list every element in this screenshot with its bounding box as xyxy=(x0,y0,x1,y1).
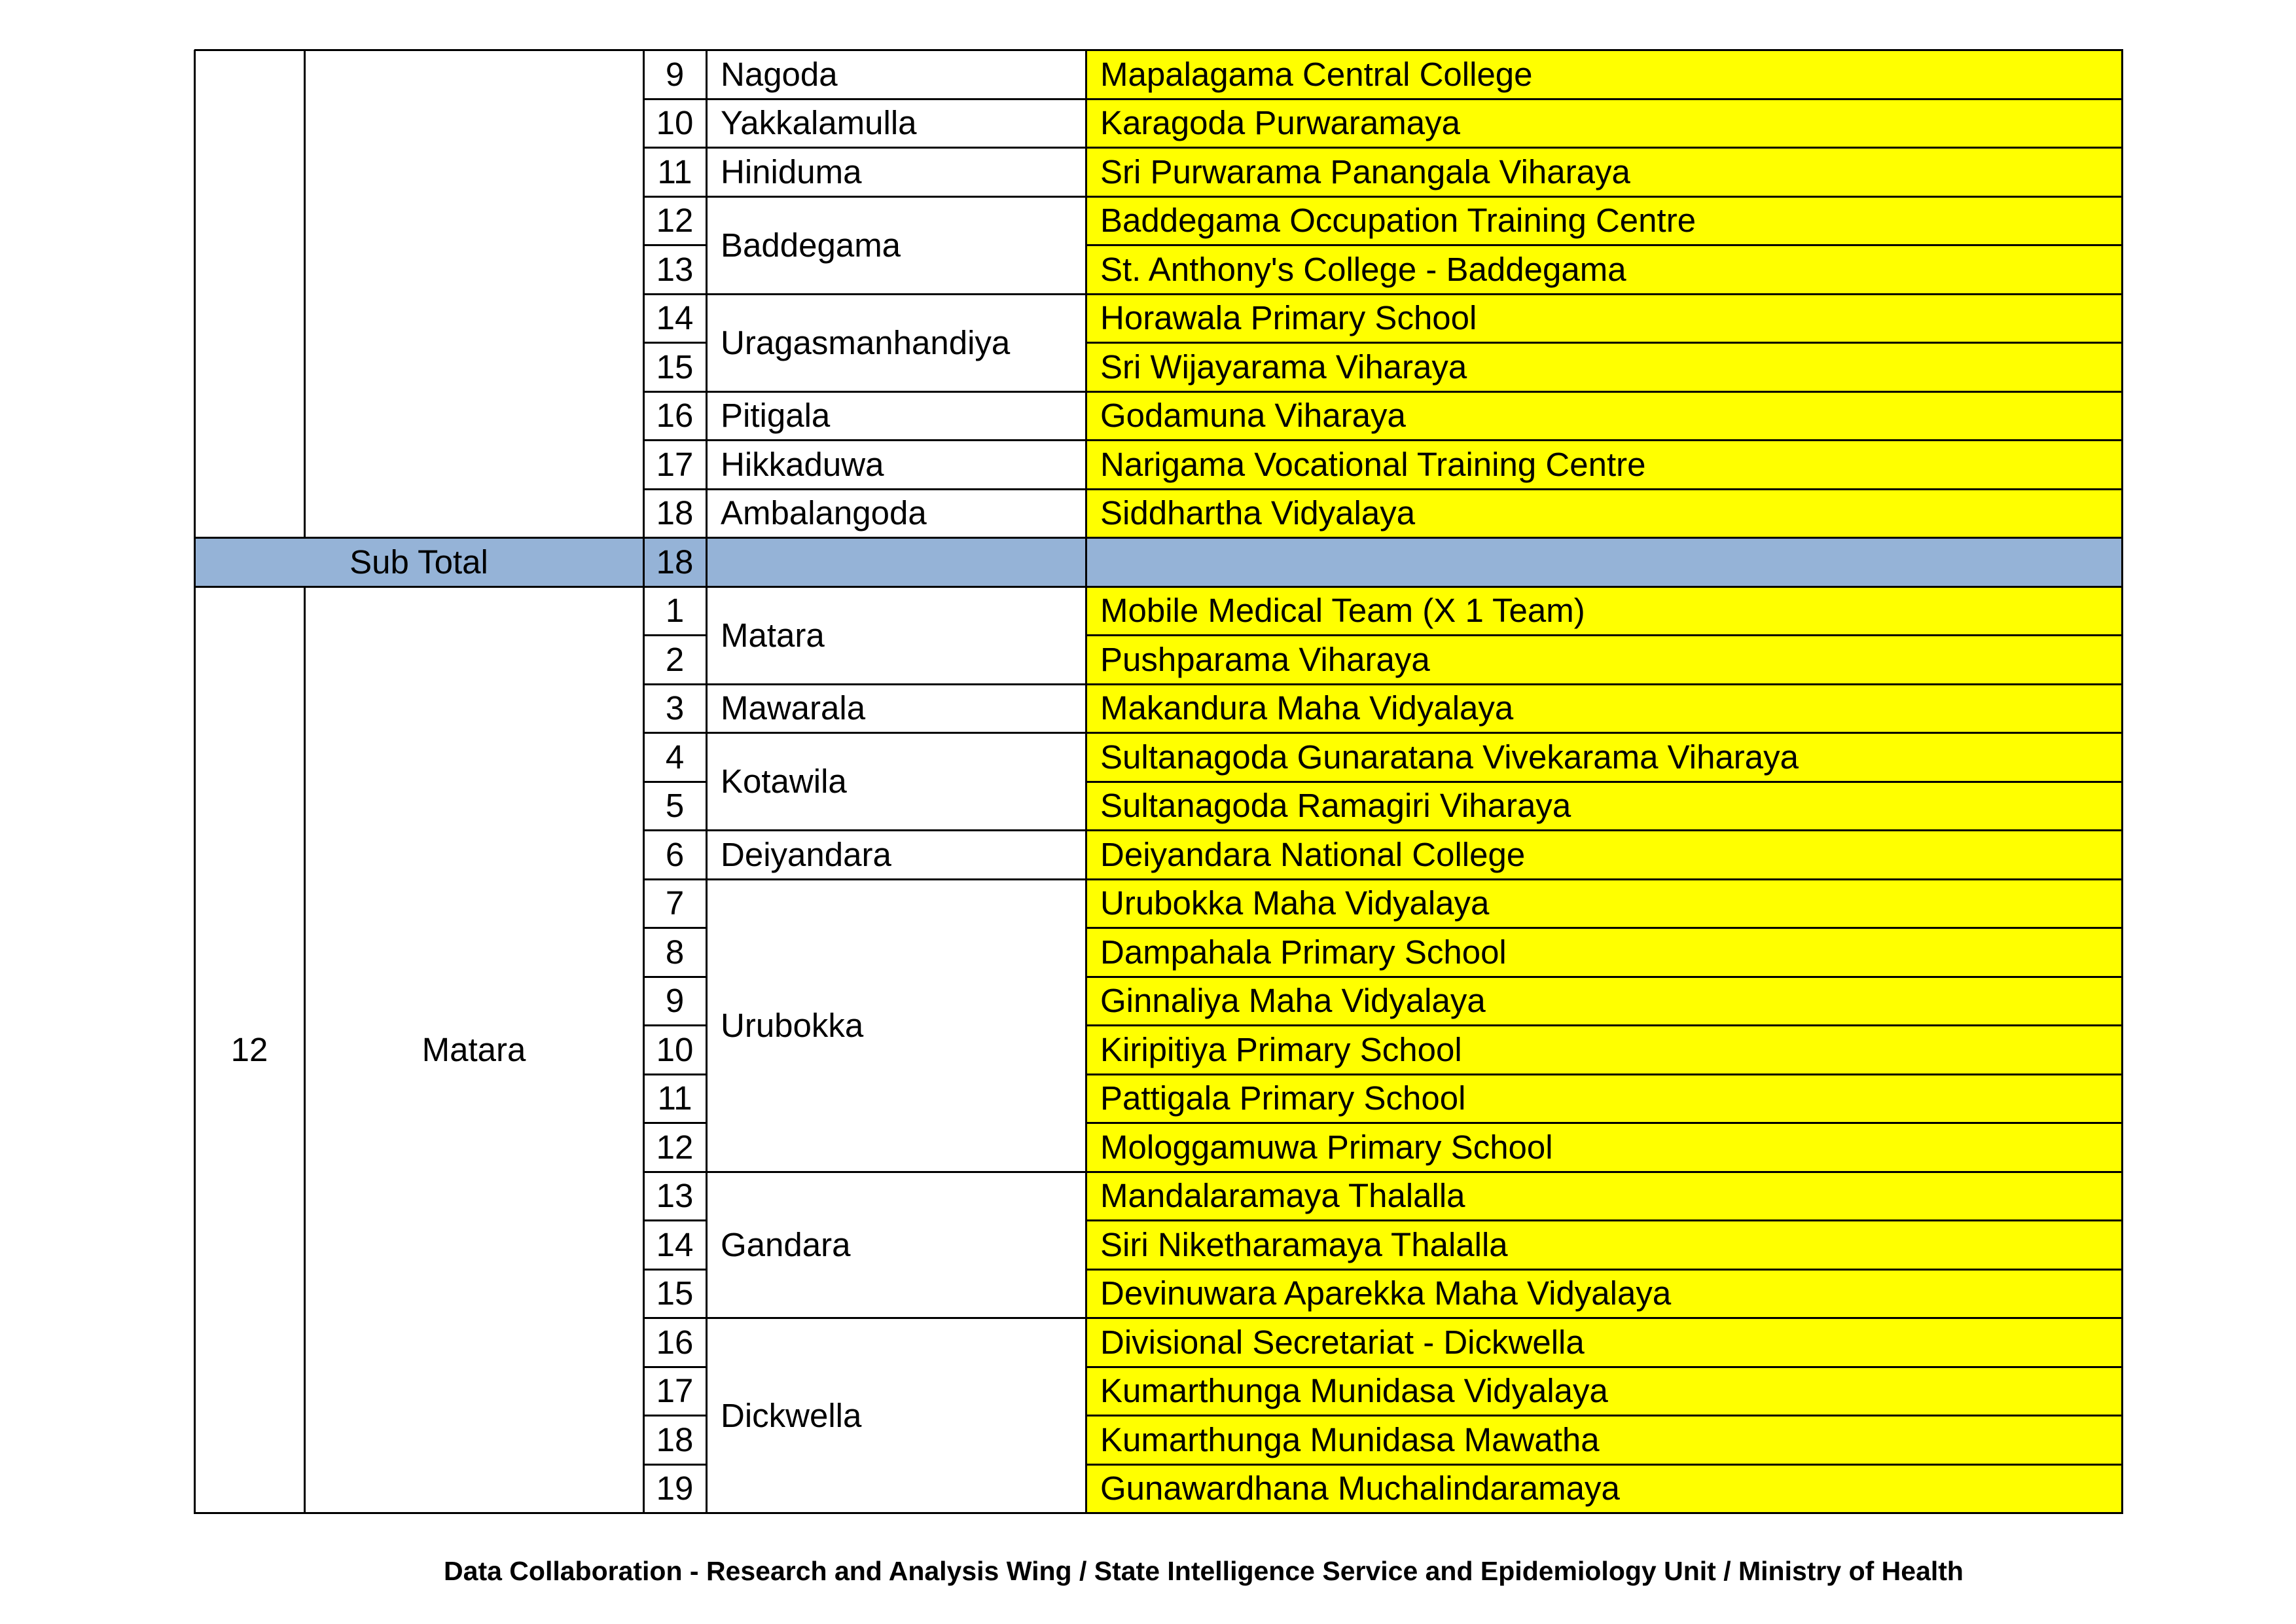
place-cell: Urubokka Maha Vidyalaya xyxy=(1086,879,2122,928)
place-cell: Sultanagoda Gunaratana Vivekarama Viharaya xyxy=(1086,732,2122,782)
town-cell: Deiyandara xyxy=(721,835,891,873)
grid-line xyxy=(643,439,708,441)
grid-line xyxy=(1086,488,2123,490)
grid-line xyxy=(643,1024,708,1026)
grid-line xyxy=(304,586,306,1515)
grid-line xyxy=(706,488,1087,490)
row-number: 3 xyxy=(665,689,685,727)
grid-line xyxy=(1086,1219,2123,1221)
grid-line xyxy=(1086,829,2123,831)
town-cell: Nagoda xyxy=(721,55,838,93)
grid-line xyxy=(1086,1415,2123,1416)
grid-line xyxy=(1086,1122,2123,1124)
grid-line xyxy=(643,781,708,783)
place-cell: Godamuna Viharaya xyxy=(1086,391,2122,441)
place-cell: Dampahala Primary School xyxy=(1086,928,2122,977)
grid-line xyxy=(706,878,1087,880)
place-cell: Gunawardhana Muchalindaramaya xyxy=(1086,1464,2122,1513)
row-number: 14 xyxy=(656,299,694,337)
row-number: 13 xyxy=(656,250,694,288)
data-table xyxy=(194,50,2122,1513)
place-cell: Sultanagoda Ramagiri Viharaya xyxy=(1086,782,2122,831)
row-number: 10 xyxy=(656,104,694,142)
grid-line xyxy=(706,391,1087,393)
grid-line xyxy=(1086,293,2123,295)
grid-line xyxy=(706,147,1087,149)
place-cell: Deiyandara National College xyxy=(1086,830,2122,879)
grid-line xyxy=(1086,781,2123,783)
town-cell: Ambalangoda xyxy=(721,494,927,532)
grid-line xyxy=(194,49,2123,51)
place-cell: Sri Wijayarama Viharaya xyxy=(1086,342,2122,391)
row-number: 11 xyxy=(657,1079,692,1117)
row-number: 9 xyxy=(665,55,685,93)
row-number: 17 xyxy=(656,1372,694,1410)
place-cell: Mologgamuwa Primary School xyxy=(1086,1123,2122,1172)
town-cell: Mawarala xyxy=(721,689,866,727)
town-cell: Gandara xyxy=(721,1225,851,1263)
place-cell: Narigama Vocational Training Centre xyxy=(1086,440,2122,489)
place-cell: Karagoda Purwaramaya xyxy=(1086,99,2122,148)
town-cell: Urubokka xyxy=(721,1006,864,1044)
grid-line xyxy=(1086,1317,2123,1319)
grid-line xyxy=(643,342,708,344)
row-number: 8 xyxy=(665,933,685,971)
place-cell: Divisional Secretariat - Dickwella xyxy=(1086,1318,2122,1367)
place-cell: Mandalaramaya Thalalla xyxy=(1086,1172,2122,1221)
row-number: 10 xyxy=(656,1030,694,1068)
grid-line xyxy=(706,98,1087,100)
row-number: 14 xyxy=(656,1225,694,1263)
row-number: 15 xyxy=(656,1274,694,1312)
grid-line xyxy=(1086,1024,2123,1026)
row-number: 19 xyxy=(656,1470,694,1507)
town-cell: Yakkalamulla xyxy=(721,104,917,142)
grid-line xyxy=(643,98,708,100)
grid-line xyxy=(1086,976,2123,978)
row-number: 6 xyxy=(665,835,685,873)
grid-line xyxy=(706,829,1087,831)
row-number: 1 xyxy=(665,592,685,630)
grid-line xyxy=(643,1074,708,1075)
grid-line xyxy=(643,634,708,636)
subtotal-value: 18 xyxy=(643,537,706,586)
town-cell: Pitigala xyxy=(721,397,831,435)
grid-line xyxy=(1086,147,2123,149)
grid-line xyxy=(304,50,306,539)
grid-line xyxy=(1086,244,2123,246)
footer-credit: Data Collaboration - Research and Analysis Wing / State Intelligence Service and Epidemiology Unit / Ministry of Health xyxy=(444,1556,1964,1586)
place-cell: Pushparama Viharaya xyxy=(1086,635,2122,684)
town-cell: Dickwella xyxy=(721,1396,862,1434)
grid-line xyxy=(643,927,708,929)
row-number: 9 xyxy=(665,982,685,1020)
row-number: 5 xyxy=(665,787,685,825)
grid-line xyxy=(643,488,708,490)
grid-line xyxy=(1086,391,2123,393)
grid-line xyxy=(194,50,196,1514)
row-number: 13 xyxy=(656,1177,694,1215)
grid-line xyxy=(643,1317,708,1319)
town-cell: Kotawila xyxy=(721,763,847,800)
grid-line xyxy=(1086,732,2123,734)
grid-line xyxy=(706,293,1087,295)
grid-line xyxy=(643,293,708,295)
place-cell: Baddegama Occupation Training Centre xyxy=(1086,196,2122,245)
grid-line xyxy=(643,976,708,978)
grid-line xyxy=(1086,439,2123,441)
grid-line xyxy=(643,1219,708,1221)
row-number: 12 xyxy=(656,202,694,240)
grid-line xyxy=(1086,927,2123,929)
town-cell: Matara xyxy=(721,616,825,654)
grid-line xyxy=(1086,1464,2123,1466)
place-cell: Kiripitiya Primary School xyxy=(1086,1025,2122,1074)
grid-line xyxy=(706,1317,1087,1319)
grid-line xyxy=(194,1512,2123,1514)
row-number: 11 xyxy=(657,153,692,190)
grid-line xyxy=(643,147,708,149)
place-cell: Kumarthunga Munidasa Mawatha xyxy=(1086,1415,2122,1464)
grid-line xyxy=(1086,98,2123,100)
row-number: 18 xyxy=(656,1420,694,1458)
row-number: 2 xyxy=(665,640,685,678)
district-name: Matara xyxy=(422,1030,526,1068)
place-cell: Kumarthunga Munidasa Vidyalaya xyxy=(1086,1367,2122,1416)
grid-line xyxy=(706,683,1087,685)
town-cell: Hiniduma xyxy=(721,153,862,190)
grid-line xyxy=(643,1366,708,1368)
place-cell: Mapalagama Central College xyxy=(1086,50,2122,99)
grid-line xyxy=(643,196,708,198)
grid-line xyxy=(643,878,708,880)
subtotal-fill xyxy=(706,537,2122,586)
grid-line xyxy=(643,1415,708,1416)
place-cell: Ginnaliya Maha Vidyalaya xyxy=(1086,977,2122,1026)
place-cell: St. Anthony's College - Baddegama xyxy=(1086,245,2122,294)
grid-line xyxy=(1086,878,2123,880)
place-cell: Mobile Medical Team (X 1 Team) xyxy=(1086,586,2122,636)
grid-line xyxy=(706,196,1087,198)
row-number: 12 xyxy=(656,1128,694,1166)
grid-line xyxy=(643,1269,708,1271)
row-number: 17 xyxy=(656,445,694,483)
row-number: 18 xyxy=(656,494,694,532)
grid-line xyxy=(1086,1366,2123,1368)
grid-line xyxy=(643,829,708,831)
grid-line xyxy=(643,1464,708,1466)
grid-line xyxy=(1086,1171,2123,1173)
grid-line xyxy=(643,732,708,734)
grid-line xyxy=(643,391,708,393)
place-cell: Siri Niketharamaya Thalalla xyxy=(1086,1220,2122,1269)
grid-line xyxy=(1086,196,2123,198)
subtotal-label: Sub Total xyxy=(194,537,643,586)
town-cell: Hikkaduwa xyxy=(721,445,884,483)
place-cell: Devinuwara Aparekka Maha Vidyalaya xyxy=(1086,1269,2122,1318)
grid-line xyxy=(643,1122,708,1124)
grid-line xyxy=(1086,634,2123,636)
grid-line xyxy=(643,683,708,685)
grid-line xyxy=(706,439,1087,441)
grid-line xyxy=(1086,342,2123,344)
grid-line xyxy=(706,732,1087,734)
row-number: 15 xyxy=(656,348,694,386)
grid-line xyxy=(706,1171,1087,1173)
place-cell: Pattigala Primary School xyxy=(1086,1074,2122,1123)
row-number: 4 xyxy=(665,738,685,776)
district-serial: 12 xyxy=(230,1030,268,1068)
town-cell: Baddegama xyxy=(721,226,901,264)
row-number: 16 xyxy=(656,397,694,435)
row-number: 7 xyxy=(665,884,685,922)
grid-line xyxy=(194,586,2123,588)
row-number: 16 xyxy=(656,1323,694,1361)
grid-line xyxy=(1086,1269,2123,1271)
town-cell: Uragasmanhandiya xyxy=(721,323,1011,361)
place-cell: Siddhartha Vidyalaya xyxy=(1086,489,2122,538)
grid-line xyxy=(194,537,2123,539)
place-cell: Horawala Primary School xyxy=(1086,294,2122,343)
grid-line xyxy=(1086,683,2123,685)
place-cell: Sri Purwarama Panangala Viharaya xyxy=(1086,147,2122,196)
grid-line xyxy=(1086,1074,2123,1075)
place-cell: Makandura Maha Vidyalaya xyxy=(1086,684,2122,733)
grid-line xyxy=(643,1171,708,1173)
grid-line xyxy=(643,244,708,246)
